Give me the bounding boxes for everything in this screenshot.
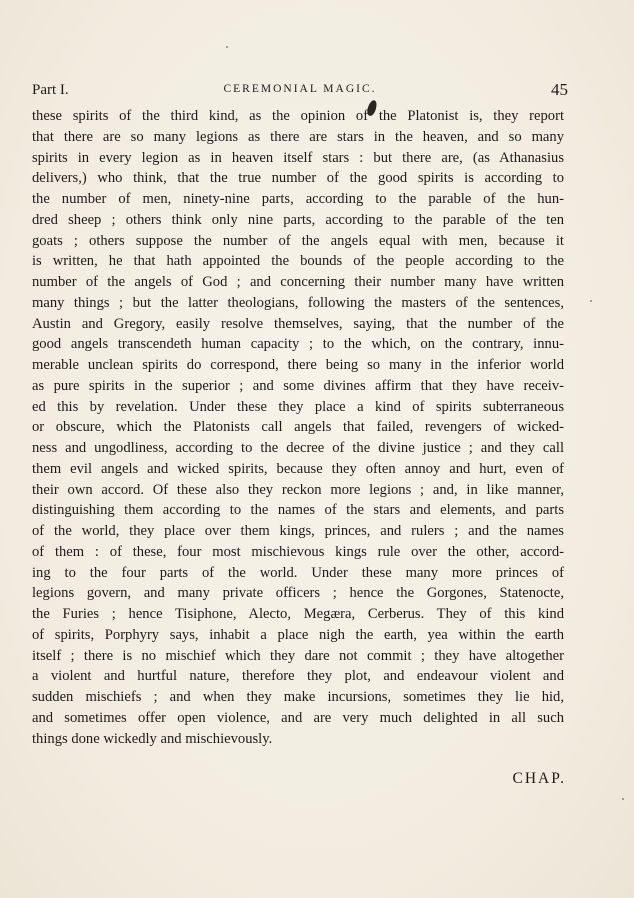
text-line: number of the angels of God ; and concerning their number many have written	[32, 274, 564, 290]
text-line: them evil angels and wicked spirits, because they often annoy and hurt, even of	[32, 460, 564, 477]
text-line: many things ; but the latter theologians, following the masters of the sentences,	[32, 294, 564, 311]
text-line: itself ; there is no mischief which they dare not commit ; they have altogether	[32, 647, 564, 664]
text-line: ness and ungodliness, according to the decree of the divine justice ; and they call	[32, 440, 564, 456]
text-line: of spirits, Porphyry says, inhabit a place nigh the earth, yea within the earth	[32, 626, 564, 643]
running-header	[32, 80, 568, 102]
text-line: the Furies ; hence Tisiphone, Alecto, Megæra, Cerberus. They of this kind	[32, 606, 564, 622]
text-line: legions govern, and many private officers ; hence the Gorgones, Statenocte,	[32, 585, 564, 602]
running-title: CEREMONIAL MAGIC.	[223, 83, 377, 95]
text-line: ed this by revelation. Under these they place a kind of spirits subterraneous	[32, 398, 564, 415]
text-line: their own accord. Of these also they reckon more legions ; and, in like manner,	[32, 481, 564, 498]
text-line: goats ; others suppose the number of the angels equal with men, because it	[32, 232, 564, 249]
text-line: these spirits of the third kind, as the opinion of the Platonist is, they report	[32, 108, 564, 124]
text-line: of the world, they place over them kings, princes, and rulers ; and the names	[32, 523, 564, 539]
paper-speck	[590, 300, 592, 302]
text-line: the number of men, ninety-nine parts, according to the parable of the hun-	[32, 191, 564, 207]
paper-speck	[622, 798, 624, 800]
text-line: dred sheep ; others think only nine parts, according to the parable of the ten	[32, 211, 564, 228]
text-line: sudden mischiefs ; and when they make incursions, sometimes they lie hid,	[32, 689, 564, 705]
text-line: that there are so many legions as there are stars in the heaven, and so many	[32, 128, 564, 145]
text-line: good angels transcendeth human capacity ; to the which, on the contrary, innu-	[32, 336, 564, 353]
text-line: a violent and hurtful nature, therefore they plot, and endeavour violent and	[32, 668, 564, 685]
catchword: CHAP.	[512, 770, 566, 787]
text-line: spirits in every legion as in heaven itself stars : but there are, (as Athanasius	[32, 149, 564, 166]
text-line: delivers,) who think, that the true number of the good spirits is according to	[32, 170, 564, 187]
part-label: Part I.	[32, 82, 69, 98]
page-number: 45	[551, 80, 568, 99]
text-line: or obscure, which the Platonists call angels that failed, revengers of wicked-	[32, 419, 564, 436]
text-line: things done wickedly and mischievously.	[32, 730, 273, 747]
paper-speck	[226, 46, 228, 48]
text-line: Austin and Gregory, easily resolve themselves, saying, that the number of the	[32, 315, 564, 332]
text-line: of them : of these, four most mischievous kings rule over the other, accord-	[32, 543, 564, 560]
text-line: distinguishing them according to the names of the stars and elements, and parts	[32, 502, 564, 519]
text-line: as pure spirits in the superior ; and some divines affirm that they have receiv-	[32, 377, 564, 394]
body-text	[32, 106, 564, 749]
text-line: merable unclean spirits do correspond, there being so many in the inferior world	[32, 357, 564, 373]
text-line: and sometimes offer open violence, and are very much delighted in all such	[32, 709, 564, 726]
text-line: ing to the four parts of the world. Under these many more princes of	[32, 564, 564, 581]
text-line: is written, he that hath appointed the bounds of the people according to the	[32, 253, 564, 270]
